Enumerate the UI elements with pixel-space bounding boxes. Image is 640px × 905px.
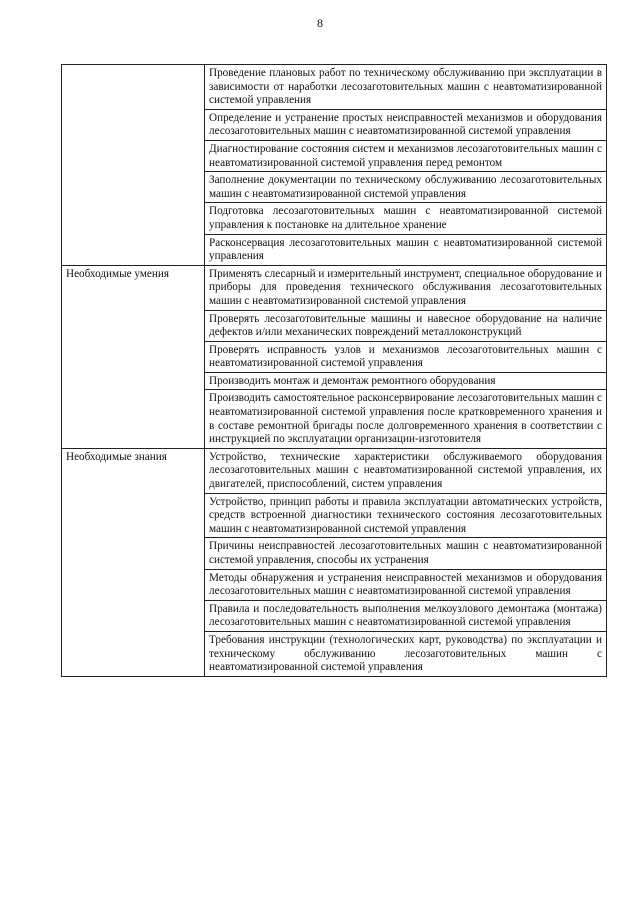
table-cell: Заполнение документации по техническому обслуживанию лесозаготовительных машин с неавтоматизированной системой управления — [205, 172, 607, 203]
table-cell: Определение и устранение простых неисправностей механизмов и оборудования лесозаготовительных машин с неавтоматизированной системой управления — [205, 109, 607, 140]
table-cell: Устройство, технические характеристики обслуживаемого оборудования лесозаготовительных машин с неавтоматизированной системой управления, их двигателей, приспособлений, систем управления — [205, 448, 607, 493]
table-cell: Диагностирование состояния систем и механизмов лесозаготовительных машин с неавтоматизированной системой управления перед ремонтом — [205, 140, 607, 171]
table-cell: Методы обнаружения и устранения неисправностей механизмов и оборудования лесозаготовительных машин с неавтоматизированной системой управления — [205, 569, 607, 600]
table-cell: Требования инструкции (технологических карт, руководства) по эксплуатации и техническому обслуживанию лесозаготовительных машин с неавтоматизированной системой управления — [205, 631, 607, 676]
table-cell: Причины неисправностей лесозаготовительных машин с неавтоматизированной системой управления, способы их устранения — [205, 538, 607, 569]
table-cell: Производить монтаж и демонтаж ремонтного оборудования — [205, 372, 607, 390]
table-cell: Расконсервация лесозаготовительных машин с неавтоматизированной системой управления — [205, 234, 607, 265]
table-cell: Проверять исправность узлов и механизмов лесозаготовительных машин с неавтоматизированной системой управления — [205, 341, 607, 372]
section-label — [62, 65, 205, 266]
table-row — [62, 65, 607, 110]
requirements-table — [61, 64, 607, 677]
table-cell: Производить самостоятельное расконсервирование лесозаготовительных машин с неавтоматизированной системой управления после кратковременного хранения и в составе ремонтной бригады после долговременного хранения в соответствии с инструкцией по эксплуатации организации-изготовителя — [205, 390, 607, 448]
table-cell: Проведение плановых работ по техническому обслуживанию при эксплуатации в зависимости от наработки лесозаготовительных машин с неавтоматизированной системой управления — [205, 65, 607, 110]
section-label: Необходимые умения — [62, 265, 205, 448]
table-cell: Устройство, принцип работы и правила эксплуатации автоматических устройств, средств встроенной диагностики технического состояния лесозаготовительных машин с неавтоматизированной системой управления — [205, 493, 607, 538]
page-number: 8 — [317, 16, 323, 30]
table-row — [62, 448, 607, 493]
table-cell: Правила и последовательность выполнения мелкоузлового демонтажа (монтажа) лесозаготовительных машин с неавтоматизированной системой управления — [205, 600, 607, 631]
table-cell: Проверять лесозаготовительные машины и навесное оборудование на наличие дефектов и/или механических повреждений металлоконструкций — [205, 310, 607, 341]
section-label: Необходимые знания — [62, 448, 205, 676]
table-cell: Применять слесарный и измерительный инструмент, специальное оборудование и приборы для проведения технического обслуживания лесозаготовительных машин с неавтоматизированной системой управления — [205, 265, 607, 310]
table-row — [62, 265, 607, 310]
table-cell: Подготовка лесозаготовительных машин с неавтоматизированной системой управления к постановке на длительное хранение — [205, 203, 607, 234]
